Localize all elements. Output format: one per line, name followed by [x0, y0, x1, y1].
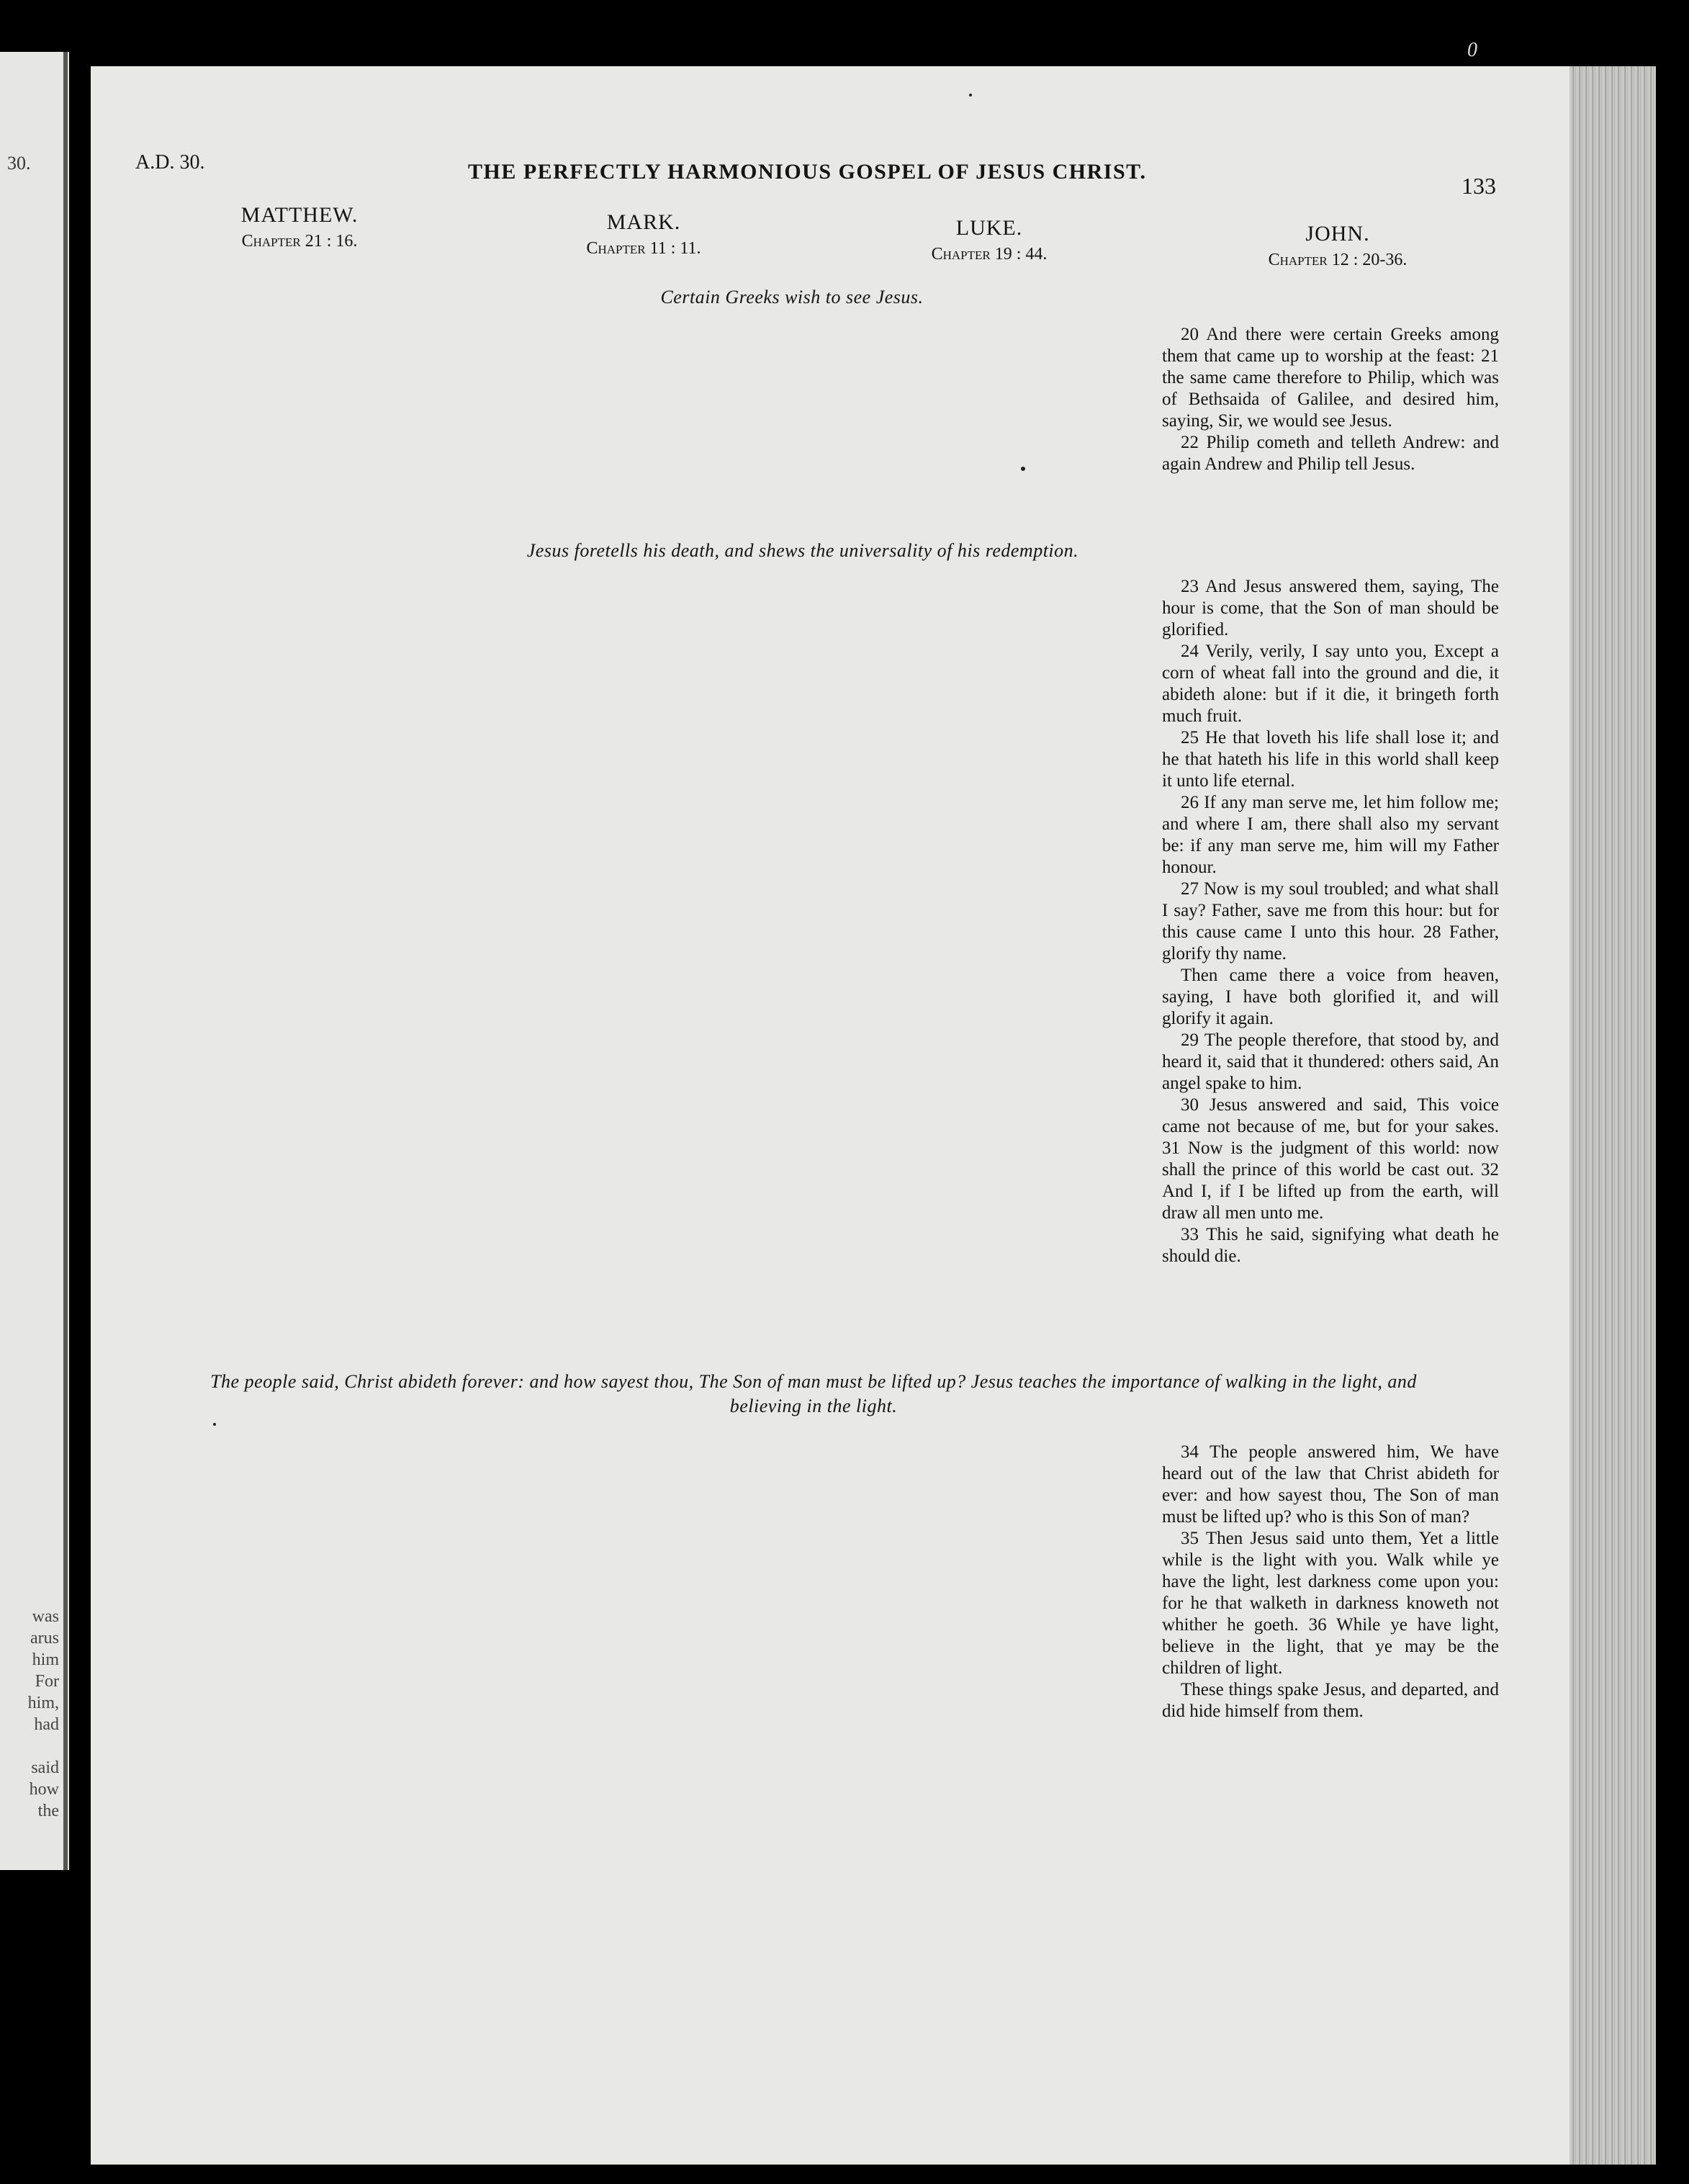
section-heading: Jesus foretells his death, and shews the universality of his redemption. [526, 540, 1079, 561]
verse-paragraph: 35 Then Jesus said unto them, Yet a little while is the light with you. Walk while ye have the light, lest darkness come upon you: for he that walketh in darkness knoweth not whither he goeth. 36 While ye have light, believe in the light, that ye may be the children of light. [1162, 1529, 1499, 1678]
page-number: 133 [1461, 173, 1496, 199]
verse-paragraph: 23 And Jesus answered them, saying, The hour is come, that the Son of man should be glorified. [1162, 577, 1499, 639]
gospel-name: MARK. [606, 210, 681, 234]
fragment-line: the [37, 1802, 59, 1820]
year-label: A.D. 30. [135, 151, 205, 174]
verse-paragraph: 24 Verily, verily, I say unto you, Except a corn of wheat fall into the ground and die, it abideth alone: but if it die, it bringeth forth much fruit. [1162, 642, 1499, 726]
verse-paragraph: 34 The people answered him, We have heard out of the law that Christ abideth for ever: and how sayest thou, The Son of man must be lifted up? who is this Son of man? [1162, 1442, 1499, 1527]
section-heading: The people said, Christ abideth forever: and how sayest thou, The Son of man must be lifted up? Jesus teaches the importance of walking in the light, and believing in the light. [210, 1371, 1417, 1416]
fragment-line [28, 1735, 59, 1757]
fragment-line: arus [30, 1629, 59, 1648]
verse-paragraph: 25 He that loveth his life shall lose it; and he that hateth his life in this world shall keep it unto life eternal. [1162, 728, 1499, 791]
fragment-line: was [32, 1607, 59, 1626]
verse-paragraph: 29 The people therefore, that stood by, and heard it, said that it thundered: others said, An angel spake to him. [1162, 1030, 1499, 1093]
gospel-name: JOHN. [1305, 222, 1370, 246]
section-heading: Certain Greeks wish to see Jesus. [660, 287, 924, 307]
fragment-line: him [32, 1650, 59, 1669]
column-head-john [1186, 222, 1489, 270]
chapter-ref: Chapter 11 : 11. [586, 239, 701, 258]
chapter-ref: Chapter 12 : 20-36. [1268, 251, 1408, 269]
page-stack-edge [1569, 66, 1656, 2165]
john-passage-3 [1162, 1442, 1499, 1722]
gospel-name: MATTHEW. [240, 203, 359, 227]
verse-paragraph: 22 Philip cometh and telleth Andrew: and again Andrew and Philip tell Jesus. [1162, 433, 1499, 474]
ink-speck [969, 94, 972, 96]
verse-paragraph: 20 And there were certain Greeks among them that came up to worship at the feast: 21 the same came therefore to Philip, which was of Bethsaida of Galilee, and desired him, saying, Sir, we would see Jesus. [1162, 325, 1499, 431]
fragment-line: how [29, 1780, 59, 1799]
fragment-line: For [35, 1672, 59, 1691]
verse-paragraph: These things spake Jesus, and departed, and did hide himself from them. [1162, 1680, 1499, 1721]
verse-paragraph: Then came there a voice from heaven, saying, I have both glorified it, and will glorify it again. [1162, 966, 1499, 1028]
fragment-line: had [34, 1715, 59, 1734]
corner-mark: 0 [1467, 39, 1477, 61]
verse-paragraph: 30 Jesus answered and said, This voice came not because of me, but for your sakes. 31 Now is the judgment of this world: now shall the prince of this world be cast out. 32 And I, if I be lifted up from the earth, will draw all men unto me. [1162, 1095, 1499, 1223]
fragment-line: said [31, 1758, 59, 1777]
fragment-line: him, [27, 1694, 59, 1712]
previous-page-strip [0, 52, 69, 1870]
chapter-ref: Chapter 19 : 44. [931, 245, 1048, 264]
verse-paragraph: 27 Now is my soul troubled; and what shall I say? Father, save me from this hour: but for this cause came I unto this hour. 28 Father, glorify thy name. [1162, 879, 1499, 963]
book-gutter [63, 52, 68, 1870]
gospel-name: LUKE. [955, 216, 1023, 240]
verse-paragraph: 33 This he said, signifying what death he should die. [1162, 1225, 1499, 1266]
column-head-luke [838, 216, 1140, 264]
verse-paragraph: 26 If any man serve me, let him follow me; and where I am, there shall also my servant be: if any man serve me, him will my Father honour. [1162, 793, 1499, 877]
column-head-matthew [148, 203, 451, 251]
previous-page-fragments [28, 1606, 59, 1822]
previous-page-number: 30. [7, 153, 31, 174]
ink-speck [213, 1423, 216, 1426]
running-title: THE PERFECTLY HARMONIOUS GOSPEL OF JESUS CHRIST. [468, 160, 1147, 184]
john-passage-2 [1162, 576, 1499, 1267]
ink-speck [1021, 467, 1025, 471]
chapter-ref: Chapter 21 : 16. [241, 232, 358, 251]
john-passage-1 [1162, 324, 1499, 475]
column-head-mark [492, 210, 795, 259]
